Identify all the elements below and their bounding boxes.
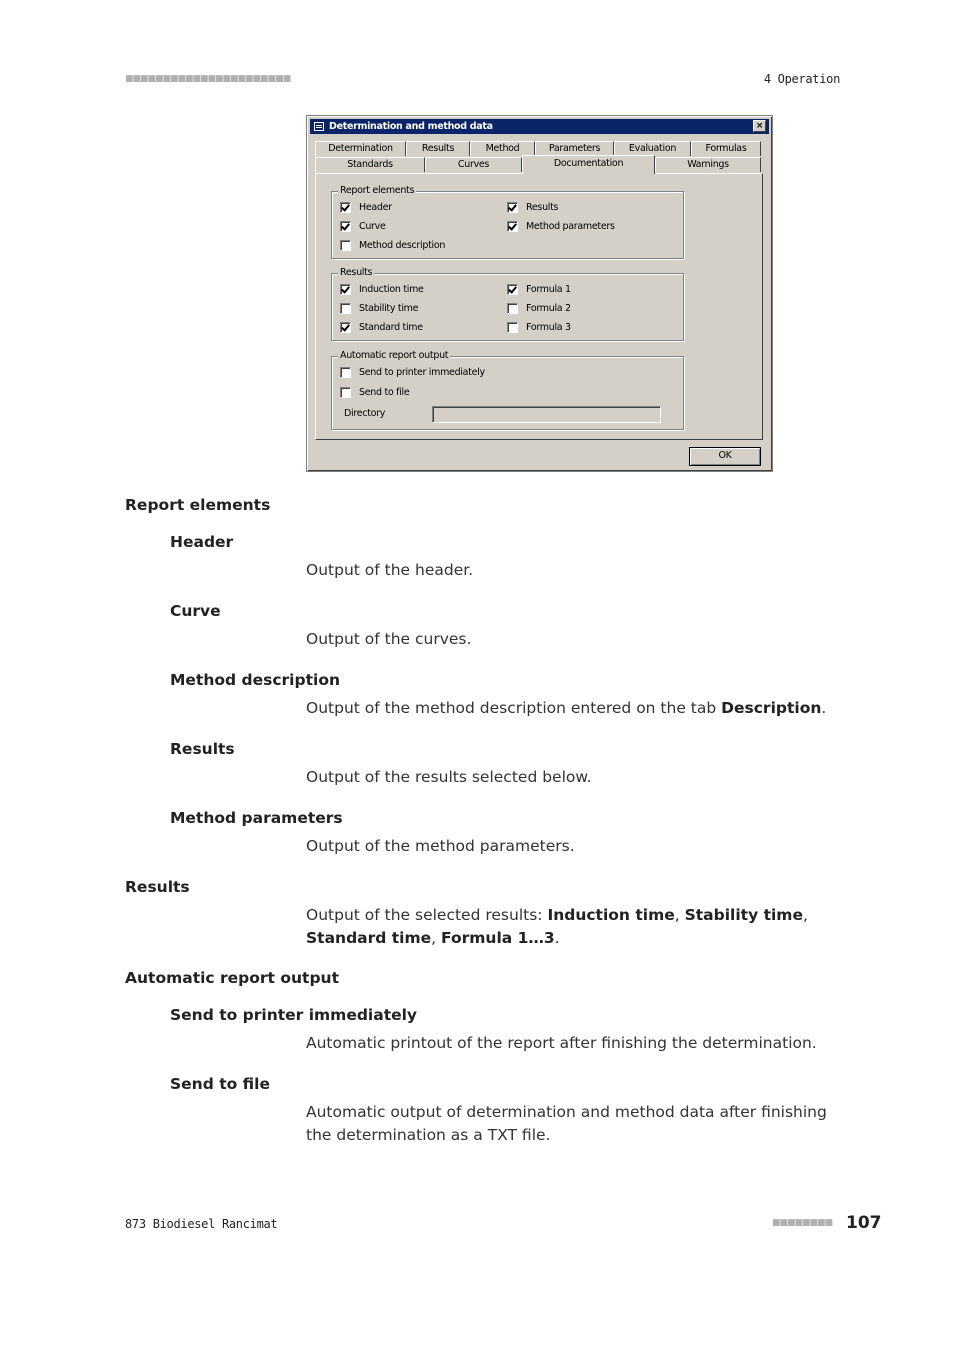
stability-time-checkbox-label: Stability time xyxy=(359,303,419,314)
formula1-checkbox[interactable] xyxy=(507,284,571,295)
header-decoration-dots: ■■■■■■■■■■■■■■■■■■■■■■ xyxy=(125,74,291,84)
induction-time-checkbox[interactable] xyxy=(340,284,424,295)
tab-results[interactable]: Results xyxy=(406,141,470,156)
checkbox-checked-icon xyxy=(507,284,518,295)
checkbox-checked-icon xyxy=(340,322,351,333)
page-number: 107 xyxy=(846,1213,882,1233)
item-heading-header: Header xyxy=(170,533,234,551)
directory-input[interactable] xyxy=(432,406,661,423)
send-to-file-checkbox-label: Send to file xyxy=(359,387,410,398)
standard-time-checkbox-label: Standard time xyxy=(359,322,423,333)
item-text-header: Output of the header. xyxy=(306,561,474,579)
item-heading-method-description: Method description xyxy=(170,671,341,689)
curve-checkbox-label: Curve xyxy=(359,221,386,232)
send-to-printer-checkbox-label: Send to printer immediately xyxy=(359,367,485,378)
item-text-method-description: Output of the method description entered on the tab Description. xyxy=(306,699,827,717)
item-text-send-to-printer: Automatic printout of the report after finishing the determination. xyxy=(306,1034,817,1052)
checkbox-checked-icon xyxy=(340,202,351,213)
standard-time-checkbox[interactable] xyxy=(340,322,423,333)
checkbox-checked-icon xyxy=(507,202,518,213)
report-elements-group-label: Report elements xyxy=(340,185,415,196)
method-description-checkbox[interactable] xyxy=(340,240,445,251)
method-description-checkbox-label: Method description xyxy=(359,240,446,251)
description-tab-reference: Description xyxy=(721,699,822,717)
formula1-checkbox-label: Formula 1 xyxy=(526,284,571,295)
formula2-checkbox-label: Formula 2 xyxy=(526,303,571,314)
checkbox-checked-icon xyxy=(507,221,518,232)
section-heading-report-elements: Report elements xyxy=(125,496,271,514)
close-icon[interactable]: × xyxy=(753,120,766,132)
tab-determination[interactable]: Determination xyxy=(315,141,406,156)
chapter-title: 4 Operation xyxy=(763,72,840,86)
header-checkbox-label: Header xyxy=(359,202,392,213)
item-heading-send-to-file: Send to file xyxy=(170,1075,270,1093)
checkbox-unchecked-icon xyxy=(340,240,351,251)
tab-standards[interactable]: Standards xyxy=(315,157,425,172)
method-parameters-checkbox[interactable] xyxy=(507,221,615,232)
stability-time-checkbox[interactable] xyxy=(340,303,418,314)
section-text-results: Output of the selected results: Induction time, Stability time, Standard time, Formula 1…3. xyxy=(306,906,808,947)
formula3-checkbox-label: Formula 3 xyxy=(526,322,571,333)
item-text-method-parameters: Output of the method parameters. xyxy=(306,837,575,855)
header-checkbox[interactable] xyxy=(340,202,392,213)
item-heading-method-parameters: Method parameters xyxy=(170,809,343,827)
window-menu-icon[interactable] xyxy=(314,122,324,131)
checkbox-unchecked-icon xyxy=(340,387,351,398)
checkbox-checked-icon xyxy=(340,284,351,295)
determination-method-data-dialog xyxy=(306,115,773,472)
results-checkbox[interactable] xyxy=(507,202,558,213)
send-to-file-checkbox[interactable] xyxy=(340,387,409,398)
item-text-results: Output of the results selected below. xyxy=(306,768,592,786)
tab-parameters[interactable]: Parameters xyxy=(535,141,614,156)
tab-warnings[interactable]: Warnings xyxy=(655,157,761,172)
send-to-printer-checkbox[interactable] xyxy=(340,367,485,378)
dialog-titlebar xyxy=(310,119,769,134)
item-text-curve: Output of the curves. xyxy=(306,630,472,648)
curve-checkbox[interactable] xyxy=(340,221,386,232)
directory-label: Directory xyxy=(344,408,386,419)
tab-curves[interactable]: Curves xyxy=(425,157,522,172)
method-parameters-checkbox-label: Method parameters xyxy=(526,221,615,232)
tab-documentation[interactable]: Documentation xyxy=(522,155,655,174)
item-text-send-to-file: Automatic output of determination and method data after finishing the determination as a TXT file. xyxy=(306,1103,827,1144)
dialog-title: Determination and method data xyxy=(329,121,493,132)
formula2-checkbox[interactable] xyxy=(507,303,571,314)
automatic-report-output-group-label: Automatic report output xyxy=(340,350,449,361)
checkbox-unchecked-icon xyxy=(507,322,518,333)
section-heading-results: Results xyxy=(125,878,190,896)
footer-product-name: 873 Biodiesel Rancimat xyxy=(125,1217,278,1231)
tab-formulas[interactable]: Formulas xyxy=(691,141,761,156)
results-checkbox-label: Results xyxy=(526,202,559,213)
ok-button[interactable]: OK xyxy=(689,447,761,466)
checkbox-unchecked-icon xyxy=(507,303,518,314)
section-heading-automatic-report-output: Automatic report output xyxy=(125,969,339,987)
item-heading-curve: Curve xyxy=(170,602,221,620)
checkbox-checked-icon xyxy=(340,221,351,232)
results-group-label: Results xyxy=(340,267,373,278)
checkbox-unchecked-icon xyxy=(340,367,351,378)
item-heading-send-to-printer: Send to printer immediately xyxy=(170,1006,418,1024)
item-heading-results: Results xyxy=(170,740,235,758)
tab-evaluation[interactable]: Evaluation xyxy=(614,141,691,156)
induction-time-checkbox-label: Induction time xyxy=(359,284,424,295)
footer-decoration-dots: ■■■■■■■■ xyxy=(772,1218,833,1228)
checkbox-unchecked-icon xyxy=(340,303,351,314)
formula3-checkbox[interactable] xyxy=(507,322,571,333)
tab-method[interactable]: Method xyxy=(470,141,535,156)
